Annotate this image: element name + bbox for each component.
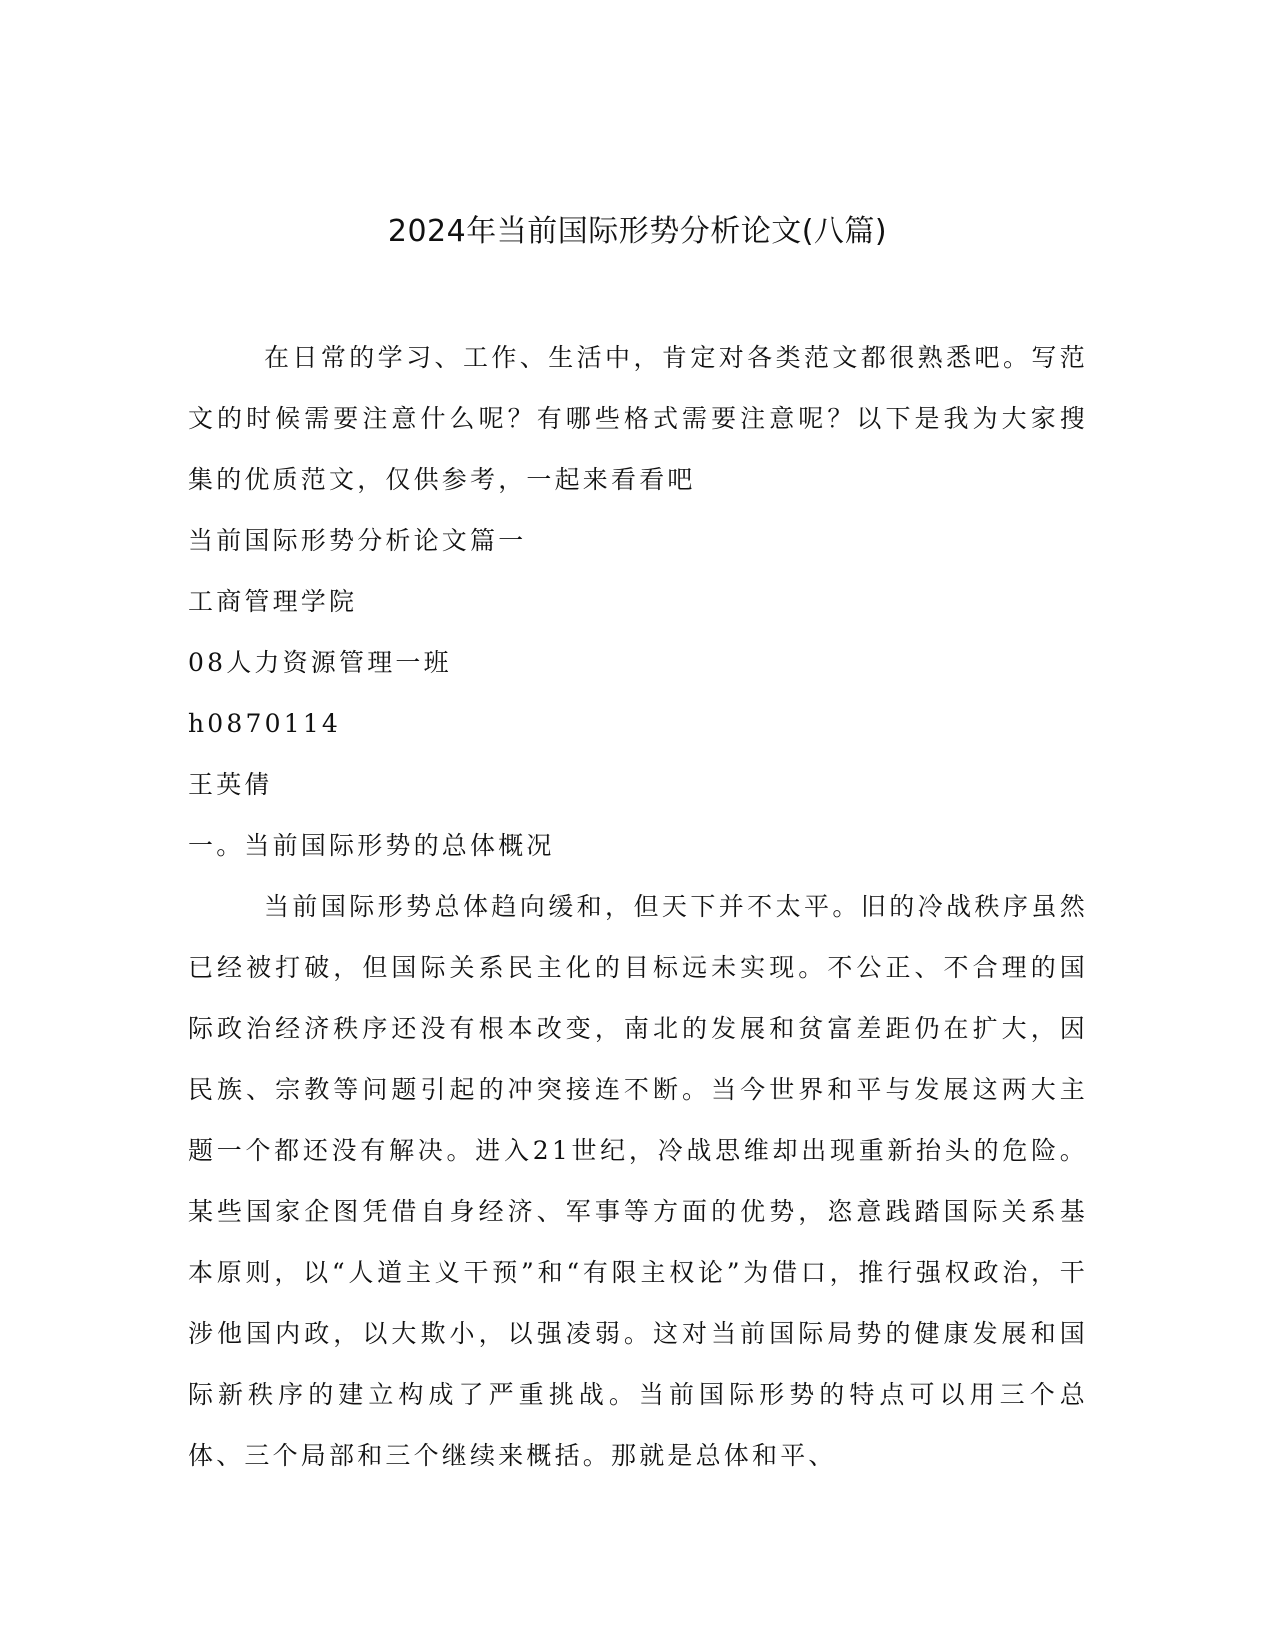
heading-overview: 一。当前国际形势的总体概况: [188, 831, 555, 860]
section-title: 当前国际形势分析论文篇一: [188, 526, 527, 555]
school-name: 工商管理学院: [188, 587, 358, 616]
student-id: h0870114: [188, 709, 342, 738]
author-name: 王英倩: [188, 770, 273, 799]
document-body: [188, 327, 1088, 1486]
document-title: 2024年当前国际形势分析论文(八篇): [387, 214, 888, 249]
overview-paragraph: 当前国际形势总体趋向缓和，但天下并不太平。旧的冷战秩序虽然已经被打破，但国际关系民主化的目标远未实现。不公正、不合理的国际政治经济秩序还没有根本改变，南北的发展和贫富差距仍在扩大，因民族、宗教等问题引起的冲突接连不断。当今世界和平与发展这两大主题一个都还没有解决。进入21世纪，冷战思维却出现重新抬头的危险。某些国家企图凭借自身经济、军事等方面的优势，恣意践踏国际关系基本原则，以“人道主义干预”和“有限主权论”为借口，推行强权政治，干涉他国内政，以大欺小，以强凌弱。这对当前国际局势的健康发展和国际新秩序的建立构成了严重挑战。当前国际形势的特点可以用三个总体、三个局部和三个继续来概括。那就是总体和平、: [188, 892, 1088, 1470]
class-name: 08人力资源管理一班: [188, 648, 452, 677]
intro-paragraph: 在日常的学习、工作、生活中，肯定对各类范文都很熟悉吧。写范文的时候需要注意什么呢？有哪些格式需要注意呢？以下是我为大家搜集的优质范文，仅供参考，一起来看看吧: [188, 343, 1088, 494]
